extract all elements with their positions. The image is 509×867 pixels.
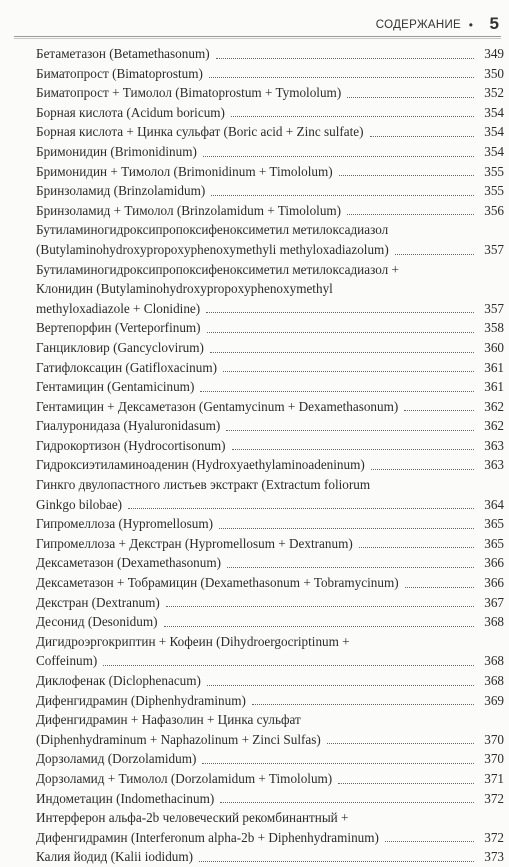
toc-page-number: 352: [484, 85, 504, 101]
dot-leader: [200, 391, 474, 392]
toc-page-number: 361: [484, 359, 504, 375]
toc-entry-line: Клонидин (Butylaminohydroxypropoxyphenoxymethyl: [36, 281, 333, 297]
toc-entry-title: Бринзоламид + Тимолол (Brinzolamidum + Timololum): [36, 202, 342, 218]
toc-entry[interactable]: [36, 514, 504, 534]
toc-entry-title: Гипромеллоза (Hypromellosum): [36, 516, 213, 532]
toc-entry-title: Декстран (Dextranum): [36, 594, 160, 610]
toc-entry-title: Дорзоламид (Dorzolamidum): [36, 751, 197, 767]
toc-page-number: 363: [484, 437, 504, 453]
toc-entry-title: Бринзоламид (Brinzolamidum): [36, 183, 206, 199]
toc-entry-title: Ганцикловир (Gancyclovirum): [36, 339, 204, 355]
dot-leader: [203, 156, 474, 157]
toc-page-number: 356: [484, 202, 504, 218]
toc-entry-title: methyloxadiazole + Clonidine): [36, 300, 201, 316]
toc-entry-title: Бетаметазон (Betamethasonum): [36, 46, 210, 61]
toc-entry[interactable]: [36, 64, 504, 84]
toc-entry[interactable]: [36, 847, 504, 867]
toc-entry[interactable]: [36, 44, 504, 64]
toc-entry-title: Дорзоламид + Тимолол (Dorzolamidum + Timololum): [36, 770, 333, 786]
toc-entry-title: Биматопрост (Bimatoprostum): [36, 65, 203, 81]
toc-entry-title: Гентамицин (Gentamicinum): [36, 379, 195, 395]
dot-leader: [202, 763, 474, 764]
toc-entry-title: Дифенгидрамин (Interferonum alpha-2b + Diphenhydraminum): [36, 829, 379, 845]
toc-entry-title: Бримонидин + Тимолол (Brimonidinum + Timololum): [36, 163, 333, 179]
dot-leader: [227, 567, 474, 568]
header-rule: [14, 36, 501, 37]
toc-page-number: 368: [484, 653, 504, 669]
toc-entry[interactable]: [36, 671, 504, 691]
toc-entry[interactable]: [36, 691, 504, 711]
dot-leader: [220, 802, 474, 803]
dot-leader: [128, 508, 474, 509]
toc-page-number: 358: [484, 320, 504, 336]
toc-page-number: 366: [484, 555, 504, 571]
dot-leader: [211, 195, 474, 196]
toc-entry-title: Калия йодид (Kalii iodidum): [36, 849, 194, 865]
dot-leader: [207, 332, 474, 333]
toc-entry-line: Дигидроэргокриптин + Кофеин (Dihydroergocriptinum +: [36, 633, 350, 649]
dot-leader: [405, 587, 474, 588]
toc-entry-title: Гидроксиэтиламиноаденин (Hydroxyaethylaminoadeninum): [36, 457, 365, 473]
toc-page-number: 357: [484, 241, 504, 257]
toc-page-number: 368: [484, 614, 504, 630]
toc-entry[interactable]: [36, 769, 504, 789]
toc-entry[interactable]: [36, 103, 504, 123]
toc-entry-line: Интерферон альфа-2b человеческий рекомбинантный +: [36, 810, 349, 826]
toc-entry-title: (Diphenhydraminum + Naphazolinum + Zinci Sulfas): [36, 731, 321, 747]
dot-leader: [207, 685, 474, 686]
toc-page-number: 355: [484, 163, 504, 179]
toc-page-number: 362: [484, 418, 504, 434]
toc-page-number: 354: [484, 143, 504, 159]
toc-page-number: 363: [484, 457, 504, 473]
dot-leader: [395, 254, 474, 255]
dot-leader: [404, 410, 474, 411]
toc-page-number: 370: [484, 751, 504, 767]
toc-entry-title: Диклофенак (Diclophenacum): [36, 673, 201, 688]
toc-entry-title: Ginkgo bilobae): [36, 496, 123, 512]
header-rule-secondary: [14, 38, 501, 39]
toc-entry-line: Бутиламиногидроксипропоксифеноксиметил метилоксадиазол: [36, 222, 389, 238]
toc-entry[interactable]: [36, 83, 504, 103]
toc-entry-line: Дифенгидрамин + Нафазолин + Цинка сульфат: [36, 712, 301, 728]
toc-page-number: 367: [484, 594, 504, 610]
toc-entry-title: Вертепорфин (Verteporfinum): [36, 320, 201, 336]
section-title: СОДЕРЖАНИЕ: [375, 19, 461, 31]
toc-page-number: 357: [484, 300, 504, 316]
table-of-contents: [36, 44, 504, 867]
dot-leader: [231, 116, 474, 117]
toc-page-number: 362: [484, 398, 504, 414]
dot-leader: [164, 626, 475, 627]
toc-entry-title: Десонид (Desonidum): [36, 614, 158, 630]
dot-leader: [338, 783, 474, 784]
toc-entry-title: (Butylaminohydroxypropoxyphenoxymethyli methyloxadiazolum): [36, 241, 389, 257]
toc-entry-title: Борная кислота (Acidum boricum): [36, 104, 225, 120]
toc-entry-line: Гинкго двулопастного листьев экстракт (Extractum foliorum: [36, 477, 371, 493]
toc-entry[interactable]: [36, 358, 504, 378]
toc-entry[interactable]: [36, 710, 504, 749]
toc-entry-title: Борная кислота + Цинка сульфат (Boric acid + Zinc sulfate): [36, 124, 364, 140]
toc-entry[interactable]: [36, 220, 504, 259]
toc-entry-title: Дексаметазон + Тобрамицин (Dexamethasonum + Tobramycinum): [36, 575, 399, 591]
dot-leader: [226, 430, 474, 431]
toc-page-number: 364: [484, 496, 504, 512]
bullet-separator: •: [468, 18, 473, 32]
toc-entry[interactable]: [36, 593, 504, 613]
toc-page-number: 372: [484, 829, 504, 845]
toc-entry-title: Индометацин (Indomethacinum): [36, 790, 215, 806]
toc-entry[interactable]: [36, 573, 504, 593]
dot-leader: [359, 547, 474, 548]
dot-leader: [339, 175, 474, 176]
dot-leader: [223, 371, 474, 372]
toc-entry[interactable]: [36, 808, 504, 847]
toc-entry-title: Дексаметазон (Dexamethasonum): [36, 555, 222, 571]
toc-page-number: 370: [484, 731, 504, 747]
toc-entry-title: Гиалуронидаза (Hyaluronidasum): [36, 418, 221, 434]
toc-entry[interactable]: [36, 181, 504, 201]
dot-leader: [199, 861, 474, 862]
toc-page-number: 365: [484, 535, 504, 551]
toc-entry[interactable]: [36, 397, 504, 417]
toc-entry[interactable]: [36, 612, 504, 632]
toc-entry[interactable]: [36, 122, 504, 142]
dot-leader: [370, 136, 474, 137]
dot-leader: [327, 743, 474, 744]
toc-entry-line: Бутиламиногидроксипропоксифеноксиметил метилоксадиазол +: [36, 261, 399, 277]
dot-leader: [219, 528, 474, 529]
toc-page-number: 368: [484, 673, 504, 688]
toc-entry[interactable]: [36, 416, 504, 436]
toc-entry-title: Гипромеллоза + Декстран (Hypromellosum + Dextranum): [36, 535, 353, 551]
dot-leader: [103, 665, 474, 666]
toc-entry[interactable]: [36, 455, 504, 475]
dot-leader: [209, 77, 474, 78]
dot-leader: [371, 469, 474, 470]
page-number: 5: [489, 14, 499, 33]
toc-entry[interactable]: [36, 475, 504, 514]
toc-entry[interactable]: [36, 749, 504, 769]
toc-entry-title: Биматопрост + Тимолол (Bimatoprostum + Tymololum): [36, 85, 342, 101]
toc-entry[interactable]: [36, 338, 504, 358]
toc-entry[interactable]: [36, 162, 504, 182]
toc-entry-title: Бримонидин (Brimonidinum): [36, 143, 197, 159]
toc-entry[interactable]: [36, 377, 504, 397]
dot-leader: [210, 352, 474, 353]
toc-page-number: 349: [484, 46, 504, 61]
dot-leader: [347, 214, 474, 215]
dot-leader: [252, 704, 474, 705]
toc-entry[interactable]: [36, 789, 504, 809]
toc-page-number: 350: [484, 65, 504, 81]
toc-page-number: 371: [484, 770, 504, 786]
toc-page-number: 366: [484, 575, 504, 591]
toc-entry-title: Гентамицин + Дексаметазон (Gentamycinum + Dexamethasonum): [36, 398, 399, 414]
dot-leader: [232, 449, 474, 450]
toc-entry[interactable]: [36, 534, 504, 554]
toc-page-number: 355: [484, 183, 504, 199]
toc-entry-title: Гидрокортизон (Hydrocortisonum): [36, 437, 226, 453]
toc-entry[interactable]: [36, 436, 504, 456]
toc-entry[interactable]: [36, 553, 504, 573]
toc-page-number: 361: [484, 379, 504, 395]
dot-leader: [347, 97, 474, 98]
toc-page-number: 354: [484, 104, 504, 120]
dot-leader: [385, 841, 474, 842]
toc-entry[interactable]: [36, 142, 504, 162]
toc-entry[interactable]: [36, 260, 504, 319]
toc-entry[interactable]: [36, 632, 504, 671]
toc-page-number: 373: [484, 849, 504, 865]
toc-entry[interactable]: [36, 201, 504, 221]
dot-leader: [166, 606, 474, 607]
dot-leader: [216, 58, 474, 59]
toc-entry-title: Coffeinum): [36, 653, 98, 669]
toc-page-number: 365: [484, 516, 504, 532]
toc-page-number: 369: [484, 692, 504, 708]
toc-page-number: 360: [484, 339, 504, 355]
toc-page-number: 372: [484, 790, 504, 806]
toc-entry[interactable]: [36, 318, 504, 338]
toc-entry-title: Дифенгидрамин (Diphenhydraminum): [36, 692, 246, 708]
toc-page-number: 354: [484, 124, 504, 140]
dot-leader: [206, 312, 474, 313]
toc-entry-title: Гатифлоксацин (Gatifloxacinum): [36, 359, 217, 375]
